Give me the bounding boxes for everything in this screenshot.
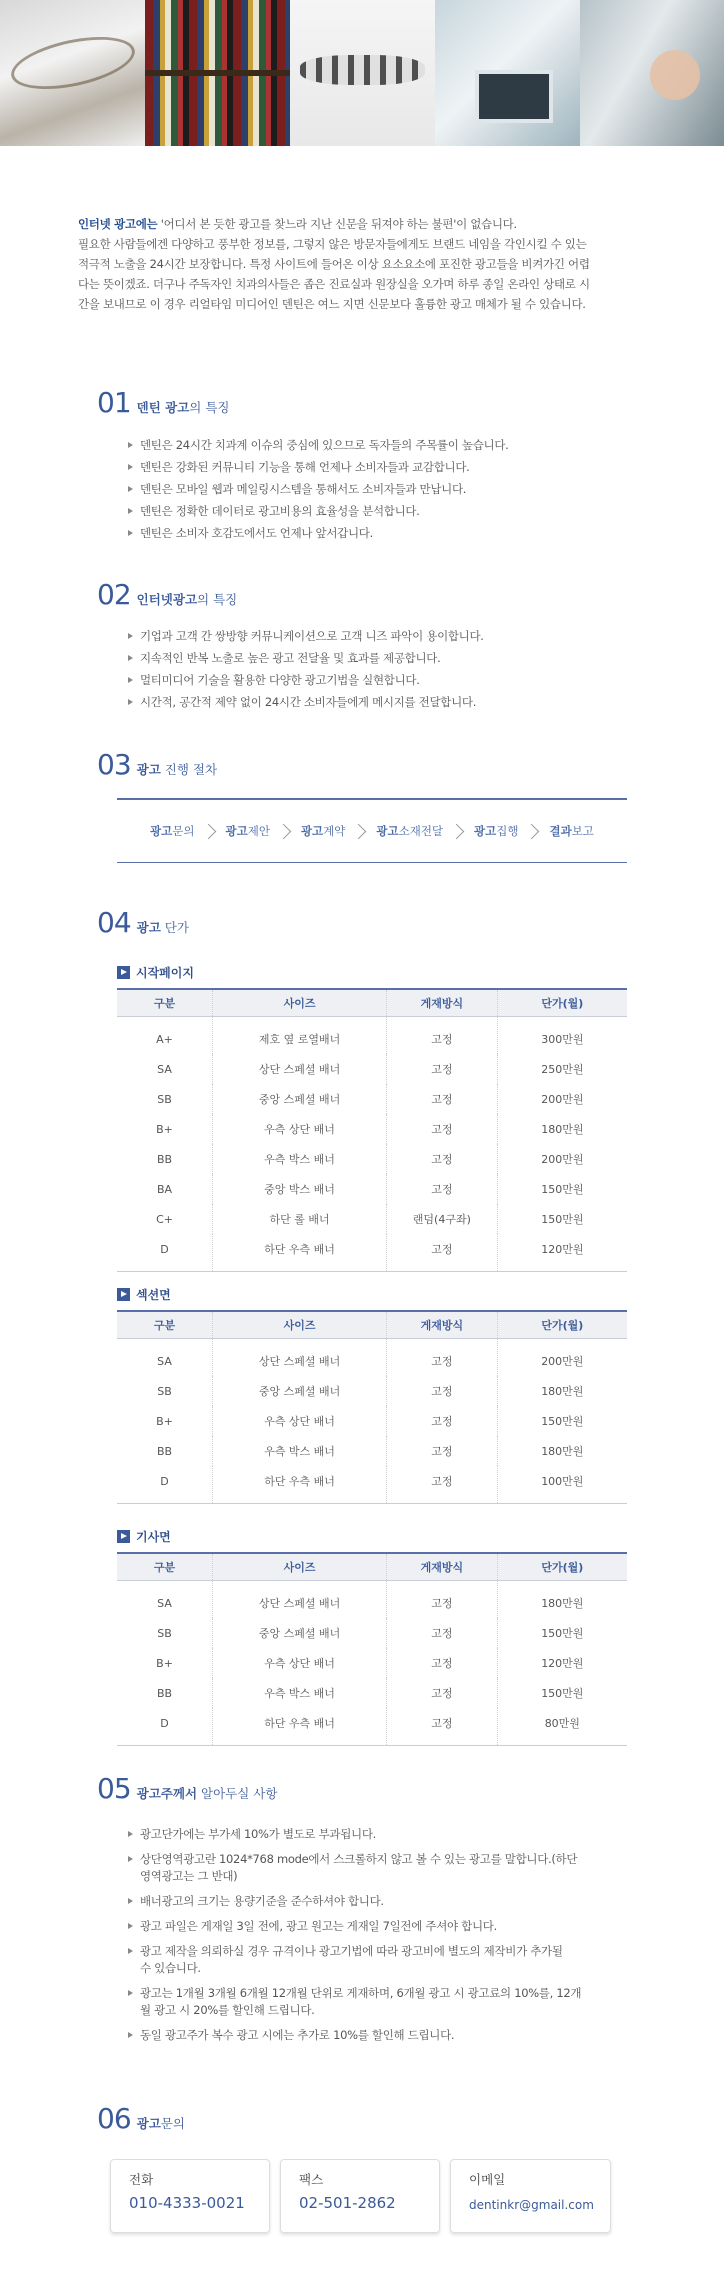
list-item: 덴틴은 24시간 치과계 이슈의 중심에 있으므로 독자들의 주목률이 높습니다. bbox=[128, 434, 509, 456]
dentin-features-list bbox=[128, 434, 509, 544]
chevron-right-icon bbox=[276, 823, 292, 839]
contact-card-email: 이메일 dentinkr@gmail.com bbox=[450, 2159, 611, 2233]
play-square-icon bbox=[117, 1530, 130, 1543]
table-row: SB 중앙 스페셜 배너 고정 180만원 bbox=[117, 1376, 627, 1406]
list-item: 덴틴은 소비자 호감도에서도 언제나 앞서갑니다. bbox=[128, 522, 509, 544]
table-row: C+ 하단 롤 배너 랜덤(4구좌) 150만원 bbox=[117, 1204, 627, 1234]
table-row: SB 중앙 스페셜 배너 고정 150만원 bbox=[117, 1618, 627, 1648]
photo-dental-braces bbox=[290, 0, 435, 146]
table-row: D 하단 우측 배너 고정 80만원 bbox=[117, 1708, 627, 1746]
list-item: 지속적인 반복 노출로 높은 광고 전달율 및 효과를 제공합니다. bbox=[128, 647, 484, 669]
list-item: 상단영역광고란 1024*768 mode에서 스크롤하지 않고 볼 수 있는 광고를 말합니다.(하단 영역광고는 그 반대) bbox=[128, 1851, 628, 1885]
photo-bookshelf bbox=[145, 0, 290, 146]
list-item: 멀티미디어 기술을 활용한 다양한 광고기법을 실현합니다. bbox=[128, 669, 484, 691]
table-row: BB 우측 박스 배너 고정 150만원 bbox=[117, 1678, 627, 1708]
section-heading-04: 04 광고 단가 bbox=[97, 906, 189, 939]
table-row: A+ 제호 옆 로열배너 고정 300만원 bbox=[117, 1017, 627, 1055]
price-table-article: 구분 사이즈 게재방식 단가(월) SA 상단 스페셜 배너 고정 180만원 SB 중앙 스페셜 배너 고정 150만원 B+ 우측 상단 배너 고정 120만원 BB 우측 박스 배너 고정 150만원 D 하단 우측 배너 고정 80만원 bbox=[117, 1552, 627, 1746]
price-table-title-article: 기사면 bbox=[117, 1528, 171, 1545]
price-table-title-start: 시작페이지 bbox=[117, 964, 194, 981]
process-step-contract: 광고계약 bbox=[300, 824, 346, 838]
list-item: 동일 광고주가 복수 광고 시에는 추가로 10%를 할인해 드립니다. bbox=[128, 2027, 628, 2044]
header-photo-strip bbox=[0, 0, 724, 146]
process-step-proposal: 광고제안 bbox=[225, 824, 270, 838]
intro-paragraph: 인터넷 광고에는 '어디서 본 듯한 광고를 찾느라 지난 신문을 뒤져야 하는 불편'이 없습니다. 필요한 사람들에겐 다양하고 풍부한 정보를, 그렇지 않은 방문자들에게도 브랜드 네임을 각인시킬 수 있는 적극적 노출을 24시간 보장합니다. 특정 사이트에 들어온 이상 요소요소에 포진한 광고들을 비켜가긴 어렵 다는 뜻이겠죠. 더구나 주독자인 치과의사들은 좁은 진료실과 원장실을 오가며 하루 종일 온라인 상태로 시 간을 보내므로 이 경우 리얼타임 미디어인 덴틴은 여느 지면 신문보다 훌륭한 광고 매체가 될 수 있습니다. bbox=[78, 217, 590, 311]
chevron-right-icon bbox=[524, 823, 540, 839]
process-step-report: 결과보고 bbox=[549, 824, 594, 838]
table-row: D 하단 우측 배너 고정 120만원 bbox=[117, 1234, 627, 1272]
list-item: 배너광고의 크기는 용량기준을 준수하셔야 합니다. bbox=[128, 1893, 628, 1910]
price-table-start: 구분 사이즈 게재방식 단가(월) A+ 제호 옆 로열배너 고정 300만원 SA 상단 스페셜 배너 고정 250만원 SB 중앙 스페셜 배너 고정 200만원 B+ 우측 상단 배너 고정 180만원 BB 우측 박스 배너 고정 200만원 BA 중앙 박스 배너 고정 150만원 C+ 하단 롤 배너 랜덤(4구좌) 150만원 D 하단 우측 배너 고정 120만원 bbox=[117, 988, 627, 1272]
table-row: BB 우측 박스 배너 고정 180만원 bbox=[117, 1436, 627, 1466]
process-step-material: 광고소재전달 bbox=[376, 824, 444, 838]
table-row: B+ 우측 상단 배너 고정 180만원 bbox=[117, 1114, 627, 1144]
fax-number: 02-501-2862 bbox=[299, 2194, 396, 2212]
table-row: SA 상단 스페셜 배너 고정 250만원 bbox=[117, 1054, 627, 1084]
section-heading-03: 03 광고 진행 절차 bbox=[97, 748, 218, 781]
process-flow bbox=[117, 798, 627, 863]
section-heading-01: 01 덴틴 광고의 특징 bbox=[97, 386, 230, 419]
list-item: 덴틴은 강화된 커뮤니티 기능을 통해 언제나 소비자들과 교감합니다. bbox=[128, 456, 509, 478]
chevron-right-icon bbox=[200, 823, 216, 839]
table-row: SB 중앙 스페셜 배너 고정 200만원 bbox=[117, 1084, 627, 1114]
section-heading-05: 05 광고주께서 알아두실 사항 bbox=[97, 1772, 278, 1805]
list-item: 광고 파일은 게재일 3일 전에, 광고 원고는 게재일 7일전에 주셔야 합니다. bbox=[128, 1918, 628, 1935]
contact-card-fax: 팩스 02-501-2862 bbox=[280, 2159, 440, 2233]
table-row: SA 상단 스페셜 배너 고정 180만원 bbox=[117, 1581, 627, 1619]
table-row: D 하단 우측 배너 고정 100만원 bbox=[117, 1466, 627, 1504]
intro-highlight: 인터넷 광고에는 bbox=[78, 217, 158, 231]
list-item: 기업과 고객 간 쌍방향 커뮤니케이션으로 고객 니즈 파악이 용이합니다. bbox=[128, 625, 484, 647]
photo-glasses-newspaper bbox=[0, 0, 145, 146]
price-table-section: 구분 사이즈 게재방식 단가(월) SA 상단 스페셜 배너 고정 200만원 SB 중앙 스페셜 배너 고정 180만원 B+ 우측 상단 배너 고정 150만원 BB 우측 박스 배너 고정 180만원 D 하단 우측 배너 고정 100만원 bbox=[117, 1310, 627, 1504]
phone-number[interactable]: 010-4333-0021 bbox=[129, 2194, 245, 2212]
table-row: BA 중앙 박스 배너 고정 150만원 bbox=[117, 1174, 627, 1204]
internet-features-list bbox=[128, 625, 484, 713]
play-square-icon bbox=[117, 966, 130, 979]
price-table-title-section: 섹션면 bbox=[117, 1286, 171, 1303]
list-item: 광고단가에는 부가세 10%가 별도로 부과됩니다. bbox=[128, 1826, 628, 1843]
list-item: 덴틴은 모바일 웹과 메일링시스템을 통해서도 소비자들과 만납니다. bbox=[128, 478, 509, 500]
section-heading-06: 06 광고문의 bbox=[97, 2102, 185, 2135]
play-square-icon bbox=[117, 1288, 130, 1301]
table-row: BB 우측 박스 배너 고정 200만원 bbox=[117, 1144, 627, 1174]
list-item: 광고는 1개월 3개월 6개월 12개월 단위로 게재하며, 6개월 광고 시 광고료의 10%를, 12개 월 광고 시 20%를 할인해 드립니다. bbox=[128, 1985, 628, 2019]
chevron-right-icon bbox=[449, 823, 465, 839]
section-heading-02: 02 인터넷광고의 특징 bbox=[97, 578, 238, 611]
list-item: 시간적, 공간적 제약 없이 24시간 소비자들에게 메시지를 전달합니다. bbox=[128, 691, 484, 713]
process-step-inquiry: 광고문의 bbox=[150, 824, 195, 838]
notices-list bbox=[128, 1826, 628, 2052]
table-row: B+ 우측 상단 배너 고정 120만원 bbox=[117, 1648, 627, 1678]
email-link[interactable]: dentinkr@gmail.com bbox=[469, 2198, 594, 2212]
list-item: 덴틴은 정확한 데이터로 광고비용의 효율성을 분석합니다. bbox=[128, 500, 509, 522]
list-item: 광고 제작을 의뢰하실 경우 규격이나 광고기법에 따라 광고비에 별도의 제작비가 추가될 수 있습니다. bbox=[128, 1943, 628, 1977]
photo-dental-clinic bbox=[435, 0, 580, 146]
chevron-right-icon bbox=[351, 823, 367, 839]
process-step-execution: 광고집행 bbox=[474, 824, 519, 838]
contact-card-phone: 전화 010-4333-0021 bbox=[110, 2159, 270, 2233]
photo-dentist-working bbox=[580, 0, 724, 146]
table-row: B+ 우측 상단 배너 고정 150만원 bbox=[117, 1406, 627, 1436]
table-row: SA 상단 스페셜 배너 고정 200만원 bbox=[117, 1339, 627, 1377]
